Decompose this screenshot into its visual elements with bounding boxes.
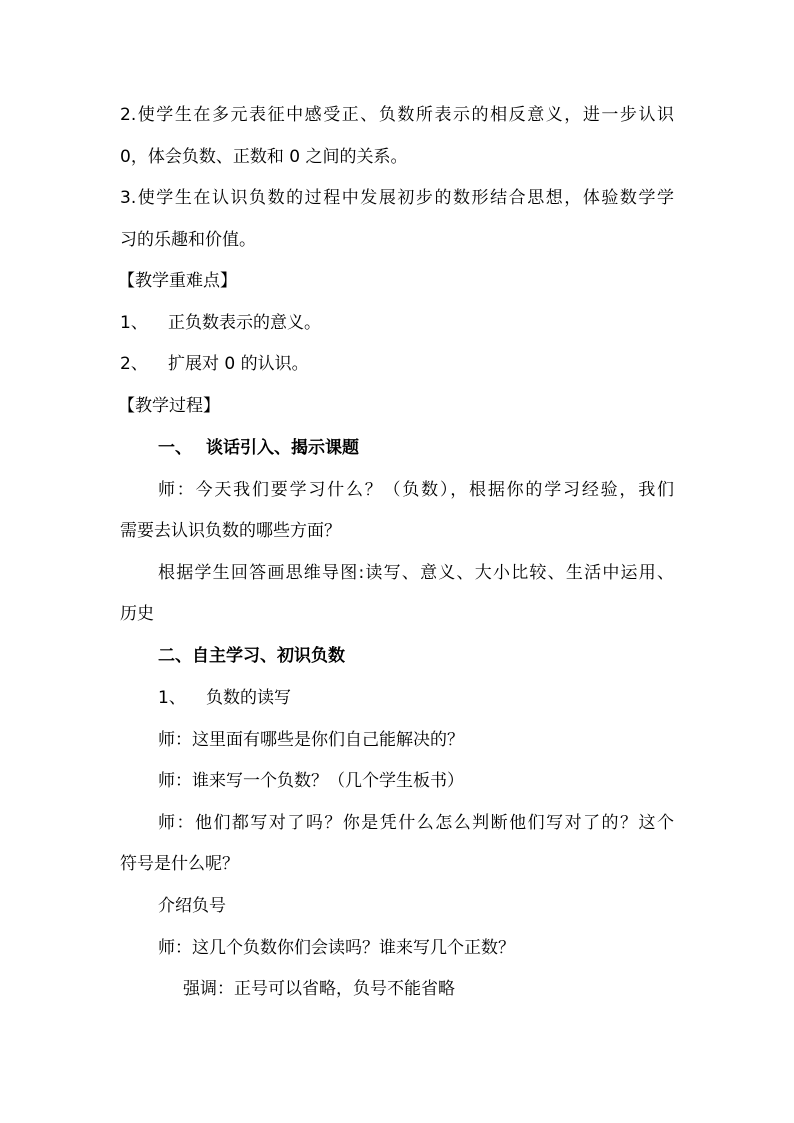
process-heading: 【教学过程】 (118, 396, 220, 416)
section-2-subheading (158, 687, 291, 709)
section-2-sub-number: 1、 (158, 688, 186, 708)
section-1-para-1-line-1: 师：今天我们要学习什么？（负数），根据你的学习经验，我们 (158, 480, 674, 500)
key-point-1 (120, 312, 321, 334)
key-point-1-number: 1、 (120, 313, 148, 333)
key-point-2-number: 2、 (120, 354, 148, 374)
section-1-number: 一、 (158, 438, 192, 458)
section-1-heading (158, 437, 359, 459)
key-point-2 (120, 353, 309, 375)
objective-2-line-2: 0，体会负数、正数和 0 之间的关系。 (120, 147, 408, 167)
intro-negative-sign: 介绍负号 (158, 896, 226, 916)
objective-3-line-2: 习的乐趣和价值。 (120, 230, 256, 250)
teacher-question-3-line-1: 师：他们都写对了吗？你是凭什么怎么判断他们写对了的？这个 (158, 813, 674, 833)
section-2-heading: 二、自主学习、初识负数 (158, 646, 345, 666)
teacher-question-3-line-2: 符号是什么呢？ (120, 854, 239, 874)
section-1-para-2-line-1: 根据学生回答画思维导图:读写、意义、大小比较、生活中运用、 (158, 563, 674, 583)
teacher-question-2: 师：谁来写一个负数？（几个学生板书） (158, 771, 464, 791)
emphasis-note: 强调：正号可以省略，负号不能省略 (183, 979, 455, 999)
objective-3-line-1: 3.使学生在认识负数的过程中发展初步的数形结合思想，体验数学学 (120, 188, 674, 208)
key-point-2-text: 扩展对 0 的认识。 (168, 354, 309, 374)
key-points-heading: 【教学重难点】 (118, 271, 237, 291)
section-2-sub-title: 负数的读写 (206, 688, 291, 708)
section-1-para-1-line-2: 需要去认识负数的哪些方面？ (120, 521, 341, 541)
teacher-question-4: 师：这几个负数你们会读吗？谁来写几个正数？ (158, 938, 515, 958)
section-1-title: 谈话引入、揭示课题 (206, 438, 359, 458)
objective-2-line-1: 2.使学生在多元表征中感受正、负数所表示的相反意义，进一步认识 (120, 105, 674, 125)
section-1-para-2-line-2: 历史 (120, 604, 154, 624)
key-point-1-text: 正负数表示的意义。 (168, 313, 321, 333)
teacher-question-1: 师：这里面有哪些是你们自己能解决的？ (158, 730, 464, 750)
